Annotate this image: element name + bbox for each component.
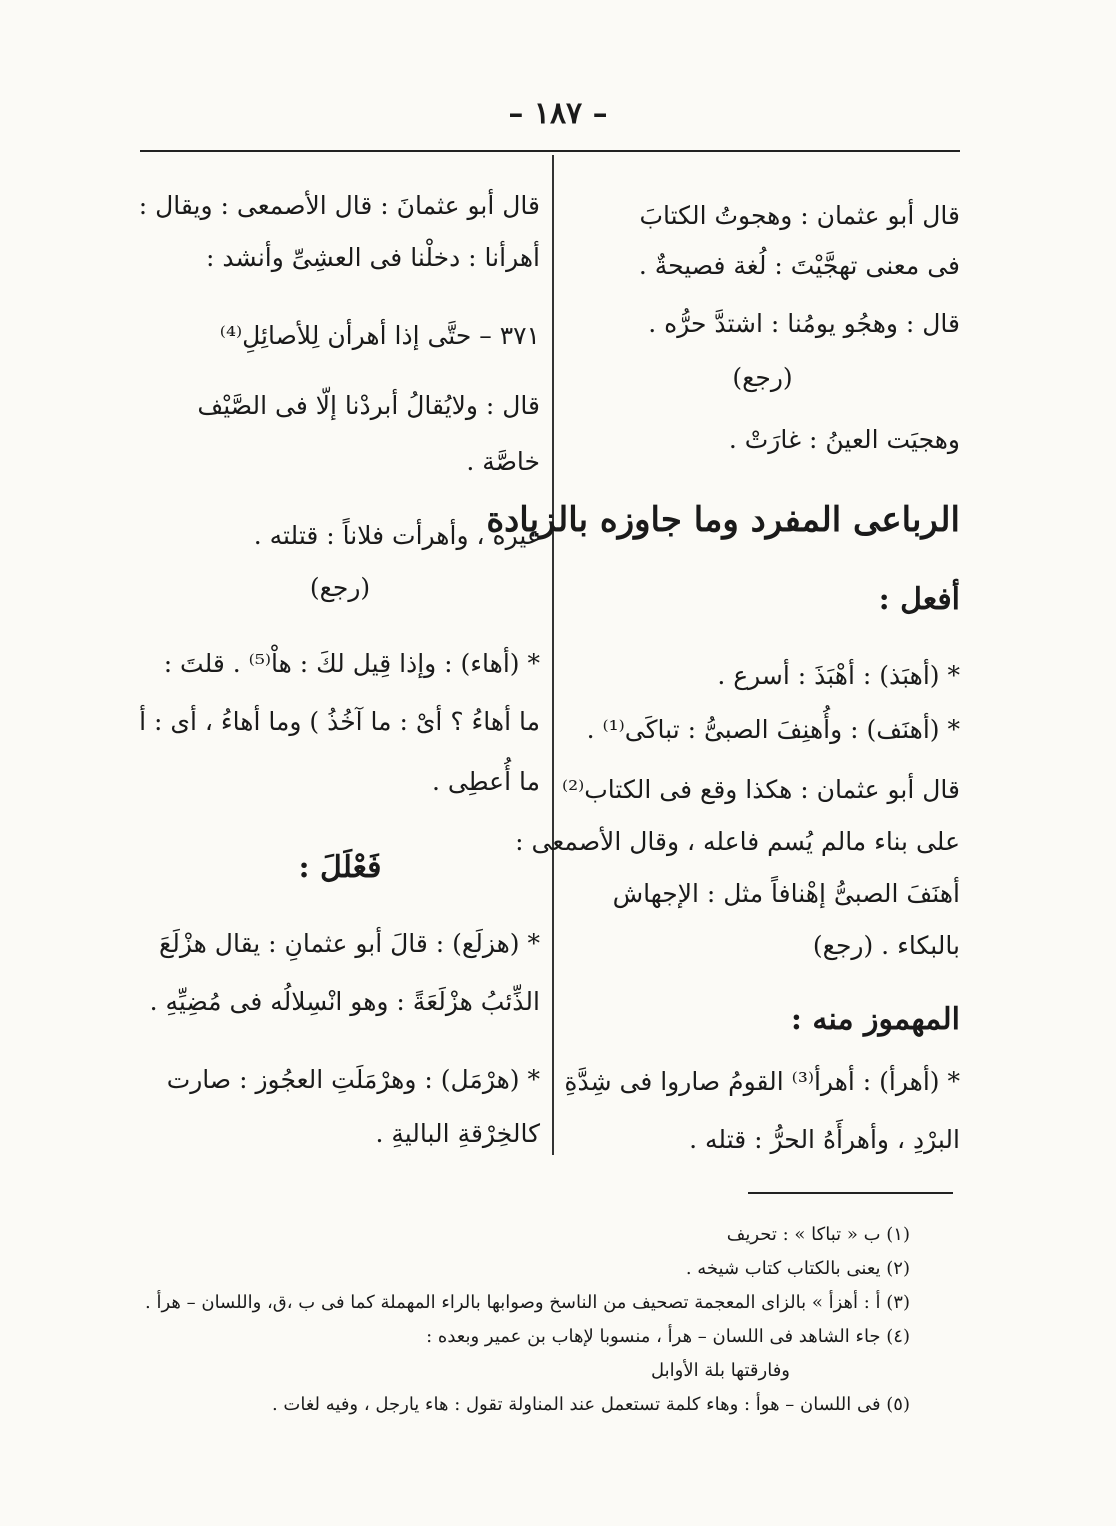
text-line: * (أهبَذ) : أهْبَذَ : أسرع . — [717, 661, 960, 690]
text-line: على بناء مالم يُسم فاعله ، وقال الأصمعى : — [515, 827, 960, 856]
footnote-2: (٢) يعنى بالكتاب كتاب شيخه . — [685, 1258, 910, 1279]
text-line: قال أبو عثمان : هكذا وقع فى الكتاب⁽²⁾ — [561, 775, 960, 804]
text-line: الرباعى المفرد وما جاوزه بالزيادة — [486, 500, 960, 540]
footnote-rule — [748, 1192, 953, 1194]
text-line: * (هرْمَل) : وهرْمَلَتِ العجُوز : صارت — [166, 1065, 540, 1094]
text-line: (رجع) — [732, 363, 793, 392]
text-line: بالبكاء . (رجع) — [812, 931, 960, 960]
text-line: خاصَّة . — [466, 447, 540, 476]
text-line: * (هزلَع) : قالَ أبو عثمانِ : يقال هزْلَعَ — [158, 929, 540, 958]
text-line: فى معنى تهجَّيْتَ : لُغة فصيحةٌ . — [638, 251, 960, 280]
text-line: ٣٧١ – حتَّى إذا أهرأن لِلأصائِلِ⁽⁴⁾ — [219, 321, 540, 350]
text-line: ما أهاءُ ؟ أىْ : ما آخُذُ ) وما أهاءُ ، أى : أ — [139, 707, 540, 736]
text-line: فَعْلَلَ : — [298, 850, 382, 885]
text-line: * (أهاء) : وإذا قِيل لكَ : هاْ⁽⁵⁾ . قلتَ : — [163, 649, 540, 678]
text-line: قال : وهجُو يومُنا : اشتدَّ حرُّه . — [648, 309, 960, 338]
footnote-1: (١) ب « تباكا » : تحريف — [726, 1224, 910, 1245]
footnote-4-verse: وفارقتها بلة الأوابل — [651, 1360, 790, 1381]
text-line: ما أُعطِى . — [431, 767, 540, 796]
text-line: البرْدِ ، وأهرأَهُ الحرُّ : قتله . — [689, 1125, 960, 1154]
footnote-4: (٤) جاء الشاهد فى اللسان – هرأ ، منسوبا لإهاب بن عمير وبعده : — [426, 1326, 910, 1347]
footnote-5: (٥) فى اللسان – هوأ : وهاء كلمة تستعمل عند المناولة تقول : هاء يارجل ، وفيه لغات . — [271, 1394, 910, 1415]
text-line: * (أهنَف) : وأُهنِفَ الصبىُّ : تباكَى⁽¹⁾ . — [586, 715, 960, 744]
header-rule — [140, 150, 960, 152]
page-number: – ١٨٧ – — [508, 96, 608, 131]
text-line: أفعل : — [878, 582, 960, 617]
text-line: غيره ، وأهرأت فلاناً : قتلته . — [253, 521, 540, 550]
text-line: * (أهرأ) : أهرأ⁽³⁾ القومُ صاروا فى شِدَّةِ — [564, 1067, 960, 1096]
text-line: قال : ولايُقالُ أبردْنا إلّا فى الصَّيْف — [197, 391, 540, 420]
text-line: أهرأنا : دخلْنا فى العشِىِّ وأنشد : — [206, 243, 540, 272]
text-line: قال أبو عثمانَ : قال الأصمعى : ويقال : — [138, 191, 540, 220]
text-line: المهموز منه : — [790, 1002, 960, 1037]
footnote-3: (٣) أ : أهزأ » بالزاى المعجمة تصحيف من الناسخ وصوابها بالراء المهملة كما فى ب ،ق، واللسان – هرأ . — [145, 1292, 910, 1313]
footnotes — [120, 1218, 910, 1422]
text-line: الذِّئبُ هزْلَعَةً : وهو انْسِلالُه فى مُضِيِّهِ . — [149, 987, 540, 1016]
text-line: قال أبو عثمان : وهجوتُ الكتابَ — [639, 201, 960, 230]
text-line: وهجيَت العينُ : غارَتْ . — [728, 425, 960, 454]
text-line: (رجع) — [309, 573, 371, 602]
text-line: أهنَفَ الصبىُّ إهْنافاً مثل : الإجهاش — [612, 879, 960, 908]
text-line: كالخِرْقةِ الباليةِ . — [375, 1119, 540, 1148]
column-divider — [552, 155, 554, 1155]
